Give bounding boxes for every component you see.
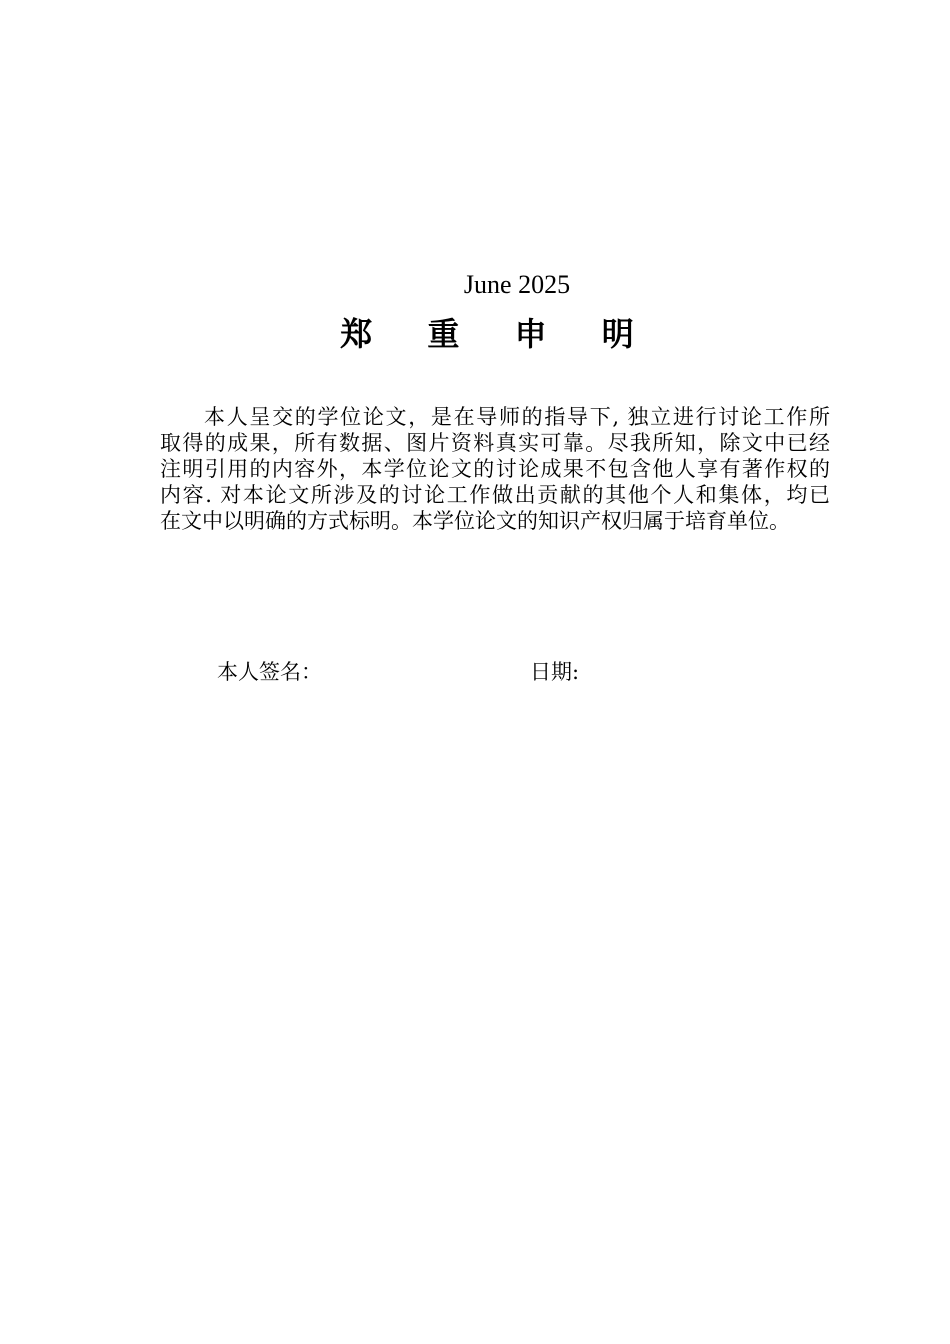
statement-line: 注明引用的内容外，本学位论文的讨论成果不包含他人享有著作权的 (160, 457, 830, 481)
statement-line: 内容. 对本论文所涉及的讨论工作做出贡献的其他个人和集体，均已 (160, 483, 830, 507)
page-title: 郑 重 申 明 (340, 315, 656, 353)
signature-label: 本人签名： (217, 660, 322, 684)
statement-line: 取得的成果，所有数据、图片资料真实可靠。尽我所知，除文中已经 (160, 431, 830, 455)
document-date: June 2025 (463, 270, 571, 299)
statement-paragraph (160, 404, 830, 534)
statement-line: 在文中以明确的方式标明。本学位论文的知识产权归属于培育单位。 (160, 509, 790, 533)
date-label: 日期: (530, 660, 580, 684)
statement-line: 本人呈交的学位论文，是在导师的指导下, 独立进行讨论工作所 (204, 405, 830, 429)
